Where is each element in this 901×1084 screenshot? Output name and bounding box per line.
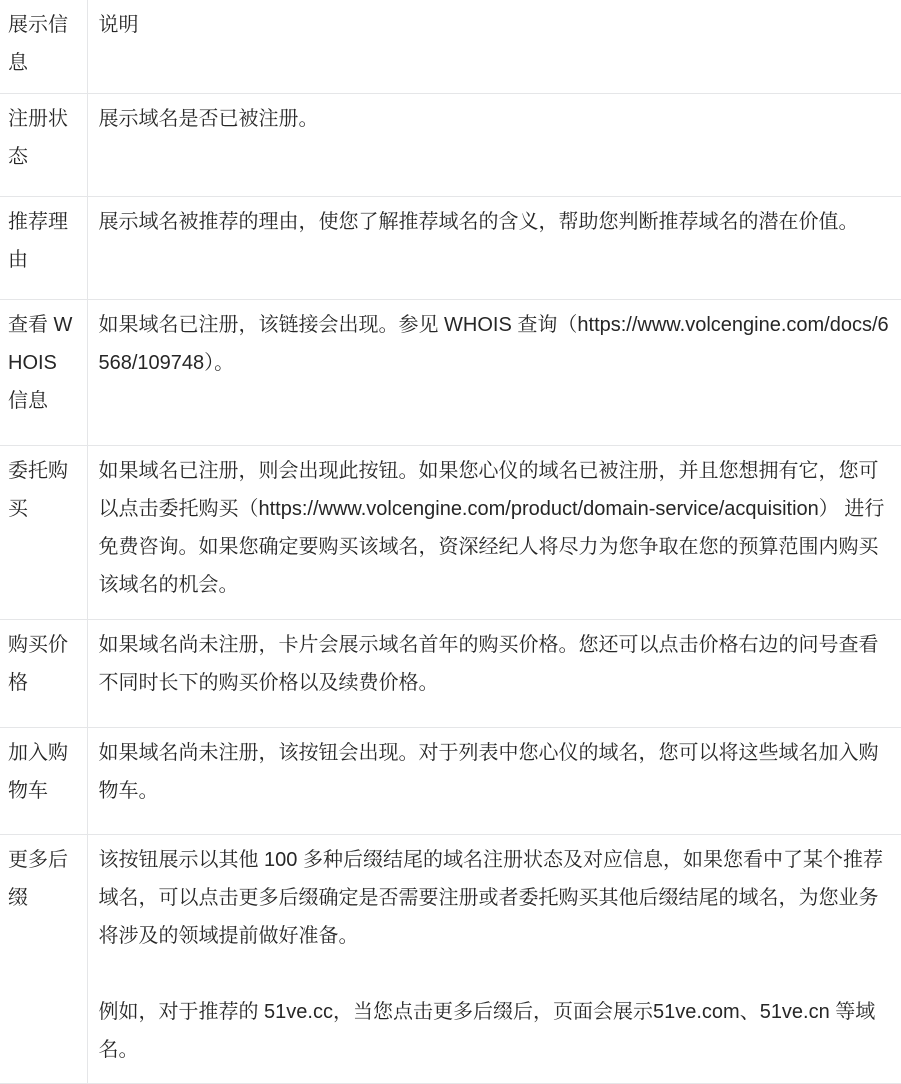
table-row — [0, 197, 901, 300]
term-purchase-price: 购买价格 — [0, 620, 87, 728]
desc-cell — [87, 728, 901, 835]
desc-cell — [87, 300, 901, 446]
table-row — [0, 835, 901, 1084]
desc-cell — [87, 835, 901, 1084]
term-view-whois-info: 查看 WHOIS 信息 — [0, 300, 87, 446]
desc-paragraph: 如果域名尚未注册，该按钮会出现。对于列表中您心仪的域名，您可以将这些域名加入购物车。 — [98, 742, 879, 802]
term-add-to-cart: 加入购物车 — [0, 728, 87, 835]
term-entrusted-purchase: 委托购买 — [0, 446, 87, 620]
desc-paragraph: 如果域名已注册，则会出现此按钮。如果您心仪的域名已被注册，并且您想拥有它，您可以点击委托购买（https://www.volcengine.com/product/domain-service/acquisition） 进行免费咨询。如果您确定要购买该域名，资深经纪人将尽力为您争取在您的预算范围内购买该域名的机会。 — [98, 460, 885, 596]
desc-paragraph: 展示域名是否已被注册。 — [98, 108, 319, 130]
desc-paragraph: 如果域名尚未注册，卡片会展示域名首年的购买价格。您还可以点击价格右边的问号查看不同时长下的购买价格以及续费价格。 — [98, 634, 879, 694]
term-recommend-reason: 推荐理由 — [0, 197, 87, 300]
col-header-description: 说明 — [87, 0, 901, 94]
desc-paragraph: 展示域名被推荐的理由，使您了解推荐域名的含义，帮助您判断推荐域名的潜在价值。 — [98, 211, 859, 233]
table-row — [0, 620, 901, 728]
table-header-row — [0, 0, 901, 94]
desc-cell — [87, 446, 901, 620]
table-row — [0, 728, 901, 835]
col-header-display-info: 展示信息 — [0, 0, 87, 94]
table-row — [0, 300, 901, 446]
desc-paragraph: 如果域名已注册，该链接会出现。参见 WHOIS 查询（https://www.volcengine.com/docs/6568/109748）。 — [98, 314, 889, 374]
table-row — [0, 94, 901, 197]
desc-paragraph: 例如，对于推荐的 51ve.cc，当您点击更多后缀后，页面会展示51ve.com、51ve.cn 等域名。 — [98, 1001, 876, 1061]
table-row — [0, 446, 901, 620]
term-registration-status: 注册状态 — [0, 94, 87, 197]
desc-paragraph: 该按钮展示以其他 100 多种后缀结尾的域名注册状态及对应信息，如果您看中了某个推荐域名，可以点击更多后缀确定是否需要注册或者委托购买其他后缀结尾的域名，为您业务将涉及的领域提前做好准备。 — [98, 849, 883, 947]
term-more-suffixes: 更多后缀 — [0, 835, 87, 1084]
desc-cell — [87, 94, 901, 197]
desc-cell — [87, 620, 901, 728]
desc-cell — [87, 197, 901, 300]
